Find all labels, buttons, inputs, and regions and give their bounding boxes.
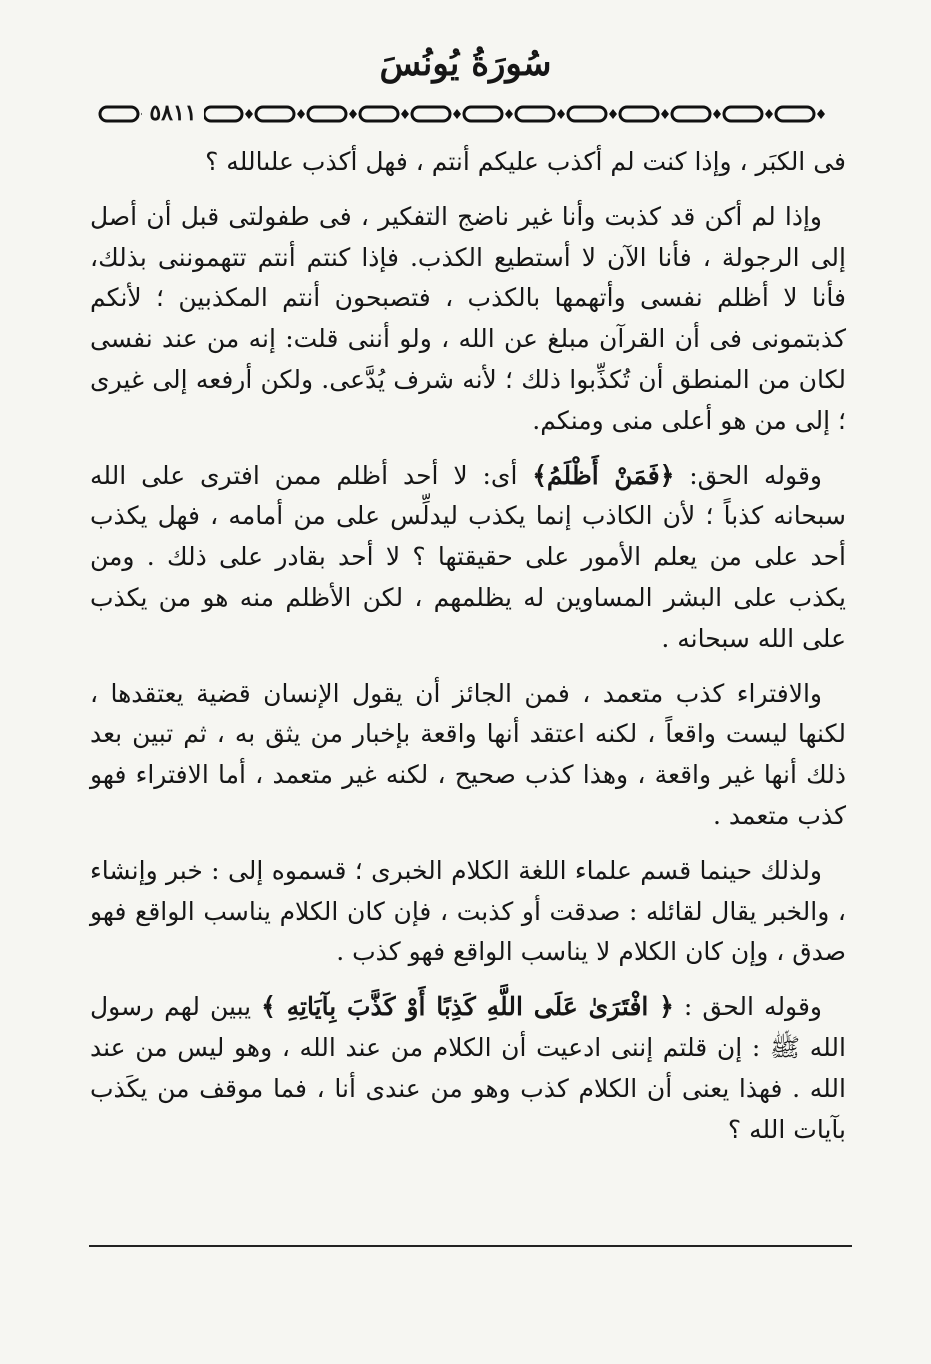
quran-quote: ﴿ افْتَرَىٰ عَلَى اللَّهِ كَذِبًا أَوْ كَذَّبَ بِآيَاتِهِ ﴾ [261,992,674,1022]
quran-quote: ﴿فَمَنْ أَظْلَمُ﴾ [532,460,675,490]
paragraph-text: وقوله الحق : [673,992,823,1022]
page-content [90,142,846,1164]
paragraph-text: وقوله الحق: [674,460,822,490]
diamond-ornament-icon [713,109,721,119]
paragraph-text: أى: لا أحد أظلم ممن افترى على الله سبحانه كذباً ؛ لأن الكاذب إنما يكذب ليدلِّس على من أمامه ، فهل يكذب أحد على من يعلم الأمور على حقيقتها ؟ لا أحد بقادر على ذلك . ومن يكذب على البشر المساوين له يظلمهم ، لكن الأظلم منه هو من يكذب على الله سبحانه . [90,460,846,653]
paragraph-2 [90,197,846,442]
chain-link-icon [360,107,398,121]
diamond-ornament-icon [765,109,773,119]
chain-link-icon [568,107,606,121]
chain-link-icon [776,107,814,121]
paragraph-text: ولذلك حينما قسم علماء اللغة الكلام الخبرى ؛ قسموه إلى : خبر وإنشاء ، والخبر يقال لقائله : صدقت أو كذبت ، فإن كان الكلام يناسب الواقع فهو صدق ، وإن كان الكلام لا يناسب الواقع فهو كذب . [90,855,846,967]
chain-link-icon [672,107,710,121]
chain-link-icon [100,107,138,121]
diamond-ornament-icon [401,109,409,119]
chain-link-icon [724,107,762,121]
chain-link-icon [308,107,346,121]
paragraph-3 [90,456,846,660]
decorative-border [96,99,856,129]
chain-link-icon [620,107,658,121]
diamond-ornament-icon [505,109,513,119]
ornament-chain-icon [96,99,856,129]
chain-link-icon [256,107,294,121]
diamond-ornament-icon [557,109,565,119]
diamond-ornament-icon [817,109,825,119]
paragraph-1 [90,142,846,183]
diamond-ornament-icon [245,109,253,119]
diamond-ornament-icon [661,109,669,119]
paragraph-6 [90,987,846,1150]
paragraph-text: وإذا لم أكن قد كذبت وأنا غير ناضج التفكير ، فى طفولتى قبل أن أصل إلى الرجولة ، فأنا الآن لا أستطيع الكذب. فإذا كنتم أنتم تتهموننى بذلك، فأنا لا أظلم نفسى وأتهمها بالكذب ، فتصبحون أنتم المكذبين ؛ لأنكم كذبتمونى فى أن القرآن مبلغ عن الله ، ولو أننى قلت: إنه من عند نفسى لكان من المنطق أن تُكذِّبوا ذلك ؛ لأنه شرف يُدَّعى. ولكن أرفعه إلى غيرى ؛ إلى من هو أعلى منى ومنكم. [90,201,846,435]
paragraph-5 [90,851,846,973]
diamond-ornament-icon [349,109,357,119]
paragraph-text: يبين لهم رسول الله ﷺ : إن قلتم إننى ادعيت أن الكلام من عند الله ، وهو ليس من عند الله . فهذا يعنى أن الكلام كذب وهو من عندى أنا ، فما موقف من يكَذب بآيات الله ؟ [90,992,846,1144]
diamond-ornament-icon [297,109,305,119]
paragraph-4 [90,674,846,837]
chain-link-icon [464,107,502,121]
surah-title: سُورَةُ يُونُسَ [379,44,552,84]
paragraph-text: والافتراء كذب متعمد ، فمن الجائز أن يقول الإنسان قضية يعتقدها ، لكنها ليست واقعاً ، لكنه اعتقد أنها واقعة بإخبار من يثق به ، ثم تبين بعد ذلك أنها غير واقعة ، وهذا كذب صحيح ، لكنه غير متعمد ، أما الافتراء فهو كذب متعمد . [90,678,846,830]
footer-rule [89,1245,852,1247]
diamond-ornament-icon [609,109,617,119]
chain-link-icon [204,107,242,121]
chain-link-icon [412,107,450,121]
paragraph-text: فى الكبَر ، وإذا كنت لم أكذب عليكم أنتم ، فهل أكذب علىالله ؟ [205,147,846,176]
page-number: ٥٨١١ [142,97,204,129]
chain-link-icon [516,107,554,121]
diamond-ornament-icon [453,109,461,119]
